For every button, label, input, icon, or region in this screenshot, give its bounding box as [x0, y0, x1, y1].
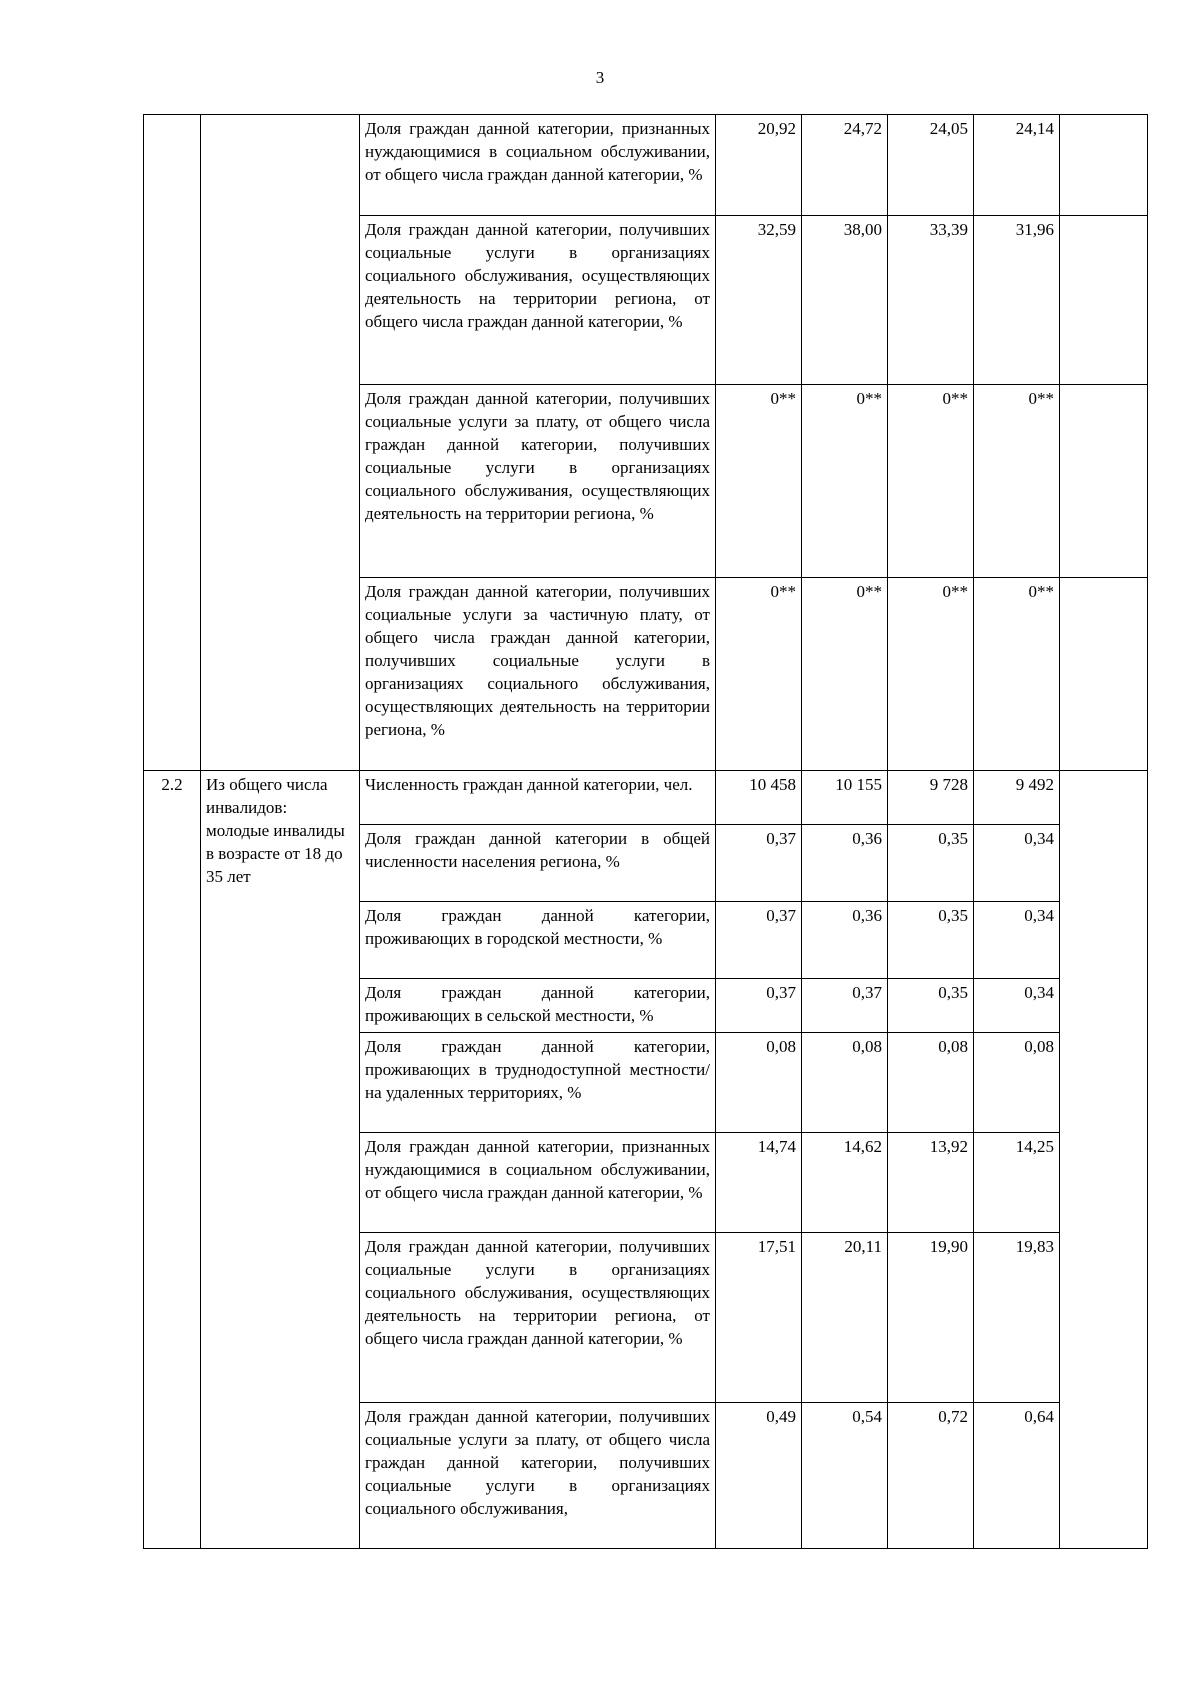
value-cell-year-4: 0,34	[974, 825, 1060, 902]
indicator-cell: Численность граждан данной категории, чел.	[360, 771, 716, 825]
extra-cell-empty	[1060, 385, 1148, 578]
value-cell-year-3: 0**	[888, 385, 974, 578]
value-cell-year-3: 0,72	[888, 1403, 974, 1549]
value-cell-year-4: 0,34	[974, 979, 1060, 1033]
value-cell-year-2: 0**	[802, 578, 888, 771]
value-cell-year-2: 0,36	[802, 825, 888, 902]
extra-cell-empty	[1060, 216, 1148, 385]
value-cell-year-4: 0**	[974, 385, 1060, 578]
indicator-cell: Доля граждан данной категории, получивших социальные услуги за плату, от общего числа граждан данной категории, получивших социальные услуги в организациях социального обслуживания,	[360, 1403, 716, 1549]
value-cell-year-3: 9 728	[888, 771, 974, 825]
value-cell-year-4: 0,08	[974, 1033, 1060, 1133]
value-cell-year-3: 0**	[888, 578, 974, 771]
value-cell-year-2: 0,36	[802, 902, 888, 979]
table-row	[144, 771, 1148, 825]
value-cell-year-1: 20,92	[716, 115, 802, 216]
indicator-cell: Доля граждан данной категории, получивших социальные услуги за частичную плату, от общего числа граждан данной категории, получивших социальные услуги в организациях социального обслуживания, осуществляющих деятельность на территории региона, %	[360, 578, 716, 771]
indicator-cell: Доля граждан данной категории, получивших социальные услуги за плату, от общего числа граждан данной категории, получивших социальные услуги в организациях социального обслуживания, осуществляющих деятельность на территории региона, %	[360, 385, 716, 578]
indicator-cell: Доля граждан данной категории, признанных нуждающимися в социальном обслуживании, от общего числа граждан данной категории, %	[360, 1133, 716, 1233]
extra-cell-empty	[1060, 771, 1148, 1549]
value-cell-year-4: 0,34	[974, 902, 1060, 979]
indicator-cell: Доля граждан данной категории, проживающих в сельской местности, %	[360, 979, 716, 1033]
value-cell-year-1: 0,49	[716, 1403, 802, 1549]
value-cell-year-2: 10 155	[802, 771, 888, 825]
value-cell-year-4: 19,83	[974, 1233, 1060, 1403]
value-cell-year-2: 0,54	[802, 1403, 888, 1549]
value-cell-year-3: 0,35	[888, 979, 974, 1033]
indicators-table	[143, 114, 1148, 1549]
value-cell-year-4: 0,64	[974, 1403, 1060, 1549]
value-cell-year-2: 0**	[802, 385, 888, 578]
indicator-cell: Доля граждан данной категории, проживающих в труднодоступной местности/на удаленных территориях, %	[360, 1033, 716, 1133]
value-cell-year-3: 24,05	[888, 115, 974, 216]
value-cell-year-1: 14,74	[716, 1133, 802, 1233]
value-cell-year-2: 24,72	[802, 115, 888, 216]
value-cell-year-1: 10 458	[716, 771, 802, 825]
value-cell-year-1: 0,08	[716, 1033, 802, 1133]
indicator-cell: Доля граждан данной категории, получивших социальные услуги в организациях социального обслуживания, осуществляющих деятельность на территории региона, от общего числа граждан данной категории, %	[360, 1233, 716, 1403]
value-cell-year-3: 33,39	[888, 216, 974, 385]
value-cell-year-4: 9 492	[974, 771, 1060, 825]
table-row	[144, 115, 1148, 216]
value-cell-year-3: 0,35	[888, 825, 974, 902]
page-number: 3	[595, 68, 605, 87]
value-cell-year-1: 0,37	[716, 902, 802, 979]
value-cell-year-2: 20,11	[802, 1233, 888, 1403]
number-cell-empty	[144, 115, 201, 771]
value-cell-year-2: 0,08	[802, 1033, 888, 1133]
value-cell-year-1: 0,37	[716, 825, 802, 902]
category-cell-empty	[201, 115, 360, 771]
value-cell-year-3: 0,08	[888, 1033, 974, 1133]
value-cell-year-1: 0**	[716, 578, 802, 771]
value-cell-year-2: 0,37	[802, 979, 888, 1033]
value-cell-year-1: 0**	[716, 385, 802, 578]
value-cell-year-2: 38,00	[802, 216, 888, 385]
category-cell: Из общего числа инвалидов: молодые инвалиды в возрасте от 18 до 35 лет	[201, 771, 360, 1549]
value-cell-year-4: 24,14	[974, 115, 1060, 216]
section-number-cell: 2.2	[144, 771, 201, 1549]
indicator-cell: Доля граждан данной категории, получивших социальные услуги в организациях социального обслуживания, осуществляющих деятельность на территории региона, от общего числа граждан данной категории, %	[360, 216, 716, 385]
value-cell-year-4: 14,25	[974, 1133, 1060, 1233]
extra-cell-empty	[1060, 578, 1148, 771]
value-cell-year-1: 17,51	[716, 1233, 802, 1403]
value-cell-year-1: 0,37	[716, 979, 802, 1033]
extra-cell-empty	[1060, 115, 1148, 216]
value-cell-year-3: 19,90	[888, 1233, 974, 1403]
value-cell-year-1: 32,59	[716, 216, 802, 385]
indicator-cell: Доля граждан данной категории, проживающих в городской местности, %	[360, 902, 716, 979]
value-cell-year-3: 0,35	[888, 902, 974, 979]
indicator-cell: Доля граждан данной категории, признанных нуждающимися в социальном обслуживании, от общего числа граждан данной категории, %	[360, 115, 716, 216]
value-cell-year-4: 31,96	[974, 216, 1060, 385]
indicator-cell: Доля граждан данной категории в общей численности населения региона, %	[360, 825, 716, 902]
value-cell-year-3: 13,92	[888, 1133, 974, 1233]
value-cell-year-2: 14,62	[802, 1133, 888, 1233]
value-cell-year-4: 0**	[974, 578, 1060, 771]
